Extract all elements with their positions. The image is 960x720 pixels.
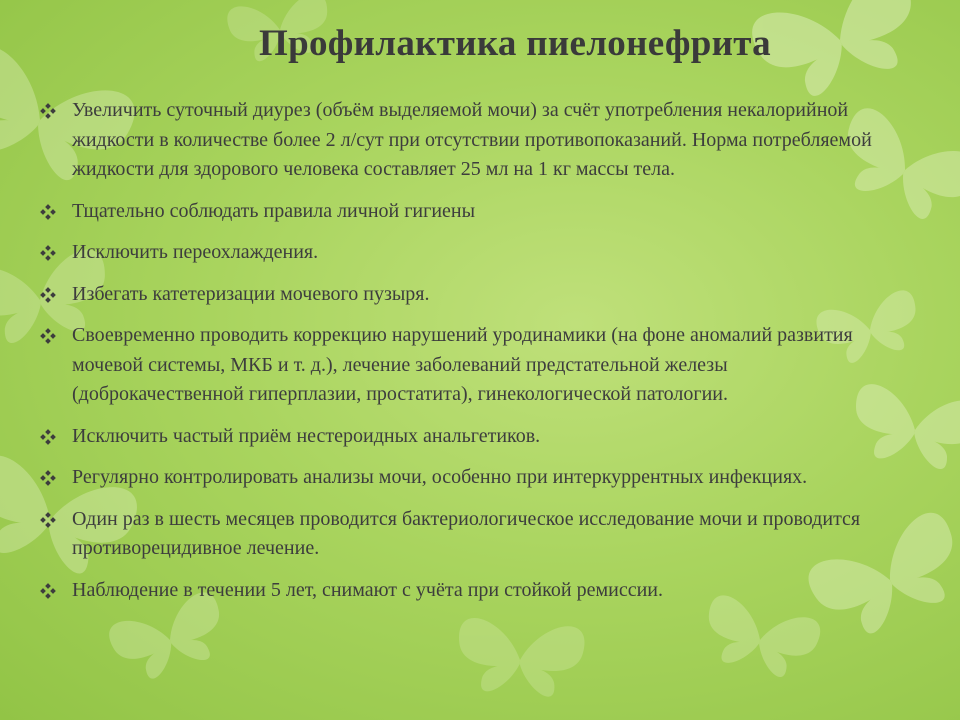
list-item — [38, 576, 898, 606]
diamond-quad-bullet-icon — [40, 429, 56, 445]
list-item-text: Избегать катетеризации мочевого пузыря. — [72, 282, 430, 305]
diamond-quad-bullet-icon — [40, 287, 56, 303]
list-item — [38, 422, 898, 452]
list-item — [38, 321, 898, 410]
diamond-quad-bullet-icon — [40, 583, 56, 599]
list-item — [38, 505, 898, 564]
list-item — [38, 463, 898, 493]
list-item-text: Наблюдение в течении 5 лет, снимают с учёта при стойкой ремиссии. — [72, 578, 663, 601]
diamond-quad-bullet-icon — [40, 328, 56, 344]
list-item — [38, 238, 898, 268]
list-item — [38, 197, 898, 227]
list-item-text: Увеличить суточный диурез (объём выделяемой мочи) за счёт употребления некалорийной жидкости в количестве более 2 л/сут при отсутствии противопоказаний. Норма потребляемой жидкости для здорового человека составляет 25 мл на 1 кг массы тела. — [72, 99, 872, 180]
list-item-text: Исключить переохлаждения. — [72, 241, 319, 263]
list-item-text: Исключить частый приём нестероидных анальгетиков. — [72, 424, 541, 447]
list-item-text: Своевременно проводить коррекцию нарушений уродинамики (на фоне аномалий развития мочевой системы, МКБ и т. д.), лечение заболеваний предстательной железы (доброкачественной гиперплазии, простатита), гинекологической патологии. — [72, 324, 853, 405]
list-item-text: Тщательно соблюдать правила личной гигиены — [72, 199, 476, 222]
list-item-text: Один раз в шесть месяцев проводится бактериологическое исследование мочи и проводится противорецидивное лечение. — [72, 507, 861, 559]
list-item — [38, 96, 898, 185]
diamond-quad-bullet-icon — [40, 470, 56, 486]
diamond-quad-bullet-icon — [40, 245, 56, 261]
slide-title: Профилактика пиелонефрита — [259, 23, 771, 64]
diamond-quad-bullet-icon — [40, 103, 56, 119]
list-item — [38, 280, 898, 310]
diamond-quad-bullet-icon — [40, 512, 56, 528]
list-item-text: Регулярно контролировать анализы мочи, особенно при интеркуррентных инфекциях. — [72, 466, 808, 488]
diamond-quad-bullet-icon — [40, 204, 56, 220]
bullet-list — [38, 96, 898, 605]
